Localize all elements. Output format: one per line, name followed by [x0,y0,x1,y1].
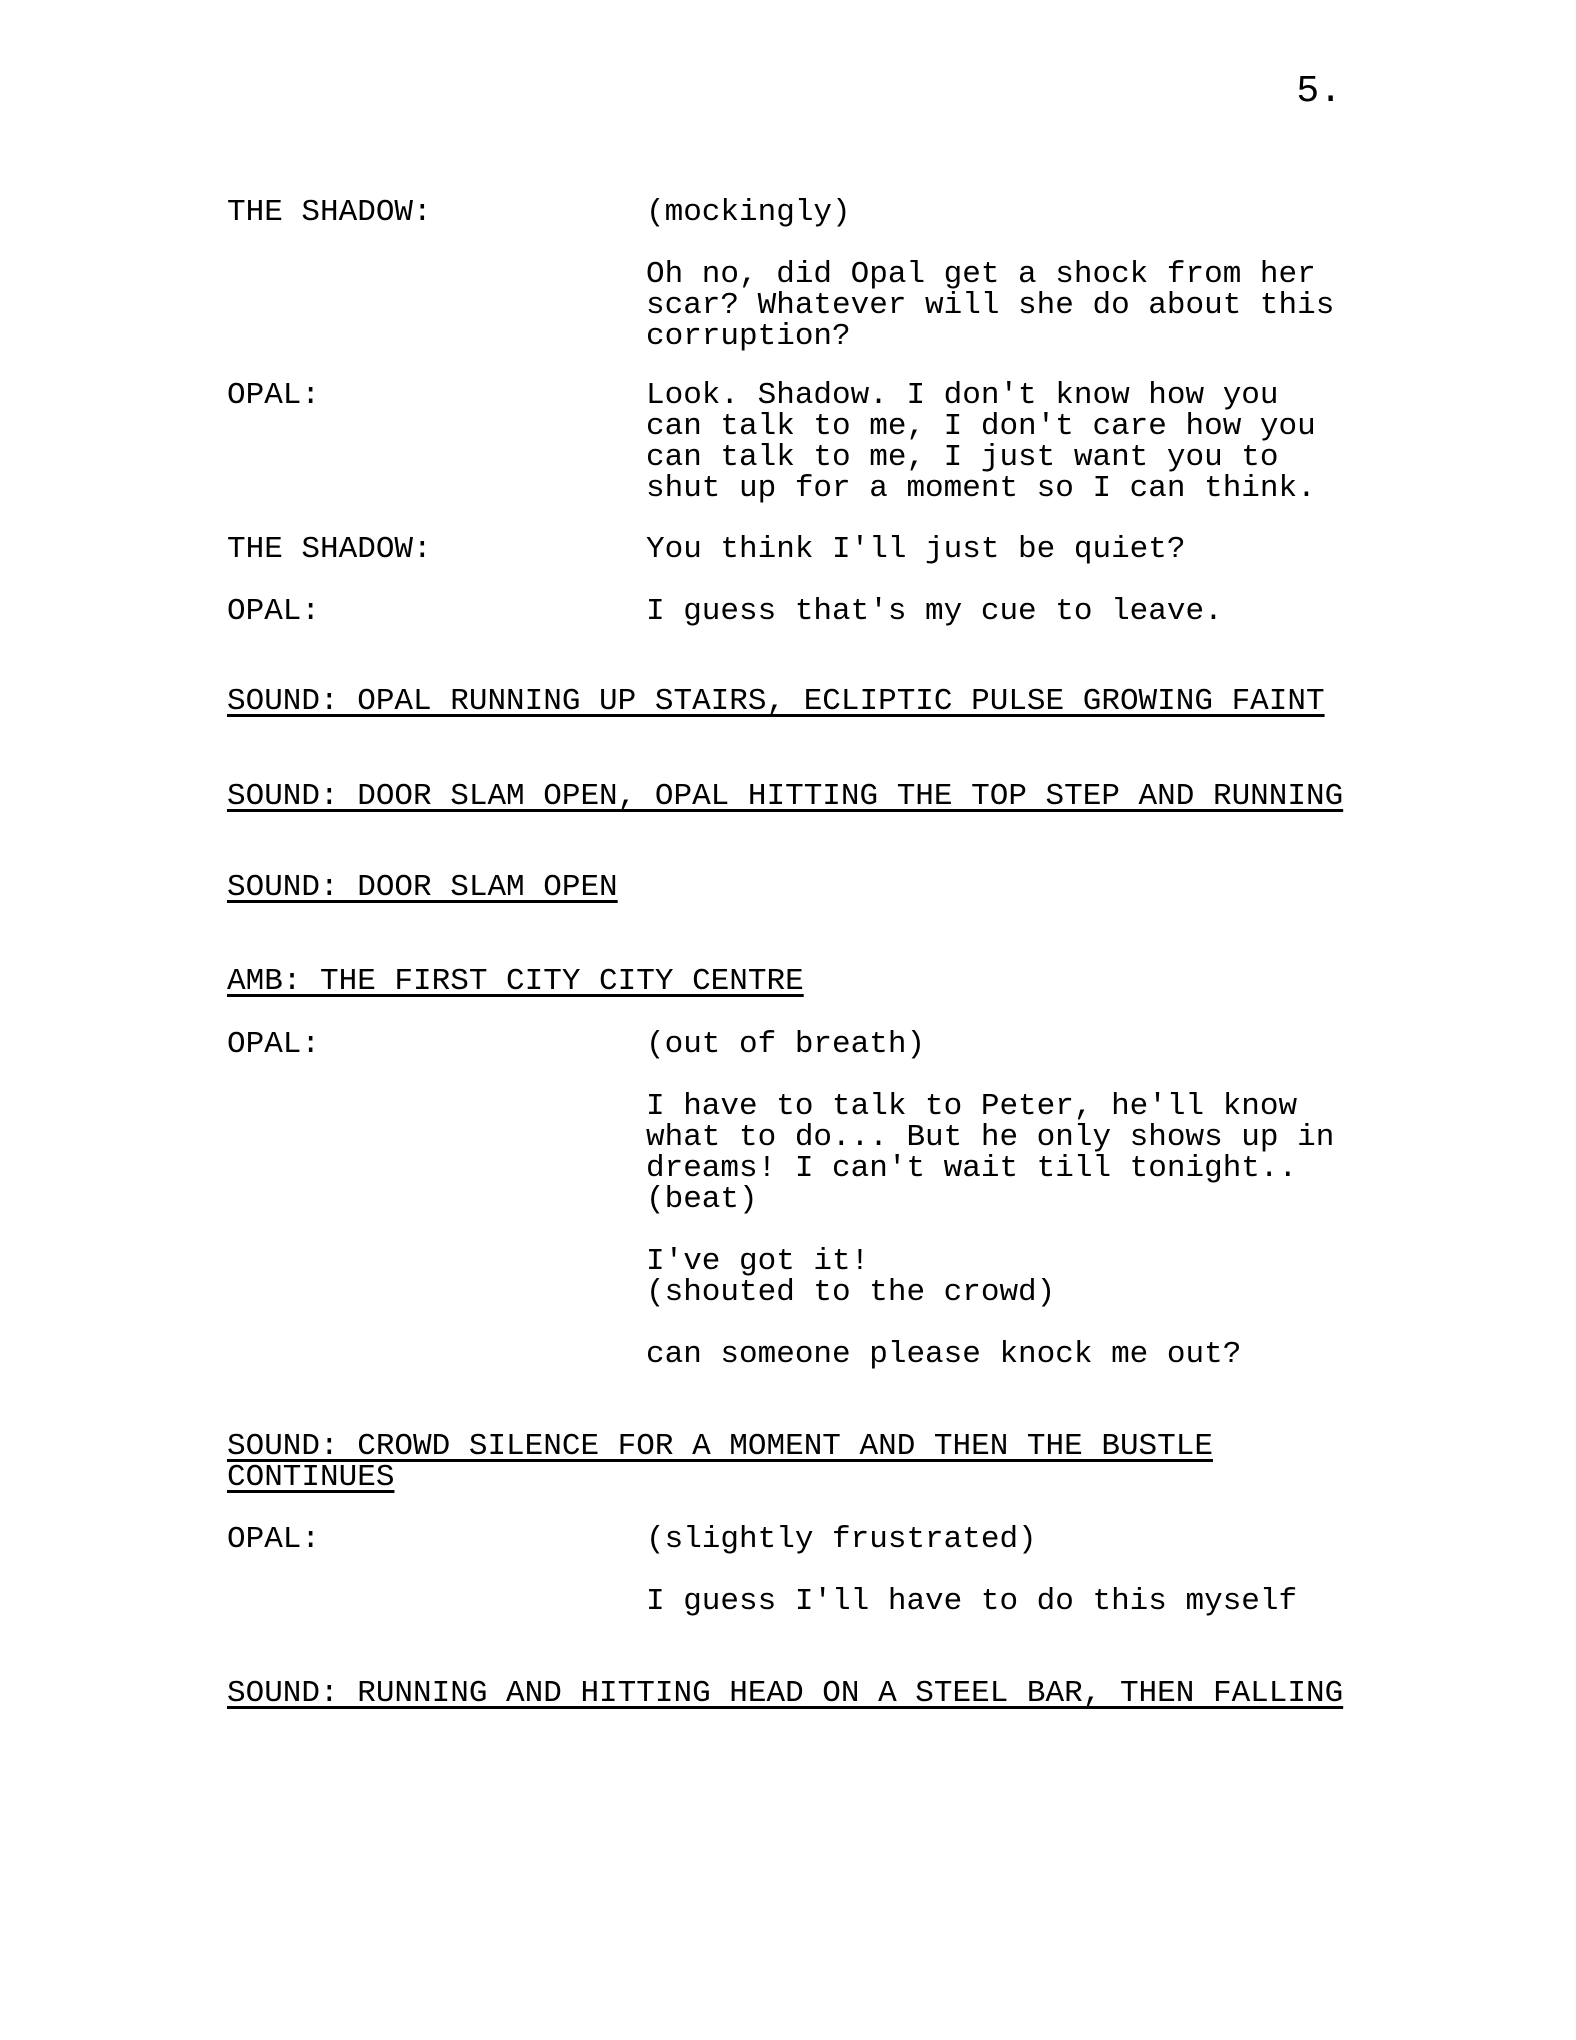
dialogue-block-opal-3 [227,1029,1476,1370]
dialogue-line: I've got it! [646,1244,870,1279]
parenthetical: (beat) [646,1182,758,1217]
character-name: THE SHADOW: [227,532,432,567]
dialogue-line: Oh no, did Opal get a shock from her [646,257,1316,292]
dialogue-line: what to do... But he only shows up in [646,1120,1335,1155]
dialogue-lines [646,1029,1476,1370]
dialogue-block-shadow-1 [227,197,1476,352]
parenthetical: (slightly frustrated) [646,1522,1037,1557]
blank-line [646,1060,1476,1091]
dialogue-line: shut up for a moment so I can think. [646,471,1316,506]
dialogue-block-opal-4 [227,1524,1476,1617]
blank-line [646,1215,1476,1246]
parenthetical: (shouted to the crowd) [646,1275,1056,1310]
dialogue-lines [646,1524,1476,1617]
sound-cue-line: SOUND: DOOR SLAM OPEN, OPAL HITTING THE TOP STEP AND RUNNING [227,779,1344,814]
dialogue-block-opal-1 [227,380,1476,504]
dialogue-lines [646,197,1476,352]
character-name: OPAL: [227,594,321,629]
dialogue-line: can talk to me, I just want you to [646,440,1279,475]
dialogue-lines [646,380,1476,504]
blank-line [646,1555,1476,1586]
sound-cue-block-4 [227,1431,1476,1493]
dialogue-line: corruption? [646,319,851,354]
dialogue-lines [646,534,1476,565]
dialogue-line: dreams! I can't wait till tonight.. [646,1151,1298,1186]
dialogue-line: I guess I'll have to do this myself [646,1584,1298,1619]
dialogue-block-shadow-2 [227,534,1476,565]
parenthetical: (mockingly) [646,195,851,230]
sound-cue-block-1 [227,686,1476,717]
amb-cue-block [227,966,1476,997]
character-name: THE SHADOW: [227,195,432,230]
sound-cue-line: SOUND: OPAL RUNNING UP STAIRS, ECLIPTIC PULSE GROWING FAINT [227,684,1325,719]
amb-cue-line: AMB: THE FIRST CITY CITY CENTRE [227,964,804,999]
sound-cue-line: SOUND: DOOR SLAM OPEN [227,870,618,905]
dialogue-line: can talk to me, I don't care how you [646,409,1316,444]
dialogue-lines [646,596,1476,627]
character-name: OPAL: [227,378,321,413]
sound-cue-block-3 [227,872,1476,903]
parenthetical: (out of breath) [646,1027,926,1062]
dialogue-block-opal-2 [227,596,1476,627]
dialogue-line: I have to talk to Peter, he'll know [646,1089,1298,1124]
sound-cue-block-5 [227,1678,1476,1709]
sound-cue-line: CONTINUES [227,1460,395,1495]
character-name: OPAL: [227,1522,321,1557]
dialogue-line: can someone please knock me out? [646,1337,1242,1372]
sound-cue-block-2 [227,781,1476,812]
page-number: 5. [1296,70,1342,113]
blank-line [646,228,1476,259]
character-name: OPAL: [227,1027,321,1062]
sound-cue-line: SOUND: CROWD SILENCE FOR A MOMENT AND THEN THE BUSTLE [227,1429,1213,1464]
dialogue-line: I guess that's my cue to leave. [646,594,1223,629]
blank-line [646,1308,1476,1339]
dialogue-line: Look. Shadow. I don't know how you [646,378,1279,413]
sound-cue-line: SOUND: RUNNING AND HITTING HEAD ON A STEEL BAR, THEN FALLING [227,1676,1344,1711]
dialogue-line: You think I'll just be quiet? [646,532,1186,567]
dialogue-line: scar? Whatever will she do about this [646,288,1335,323]
